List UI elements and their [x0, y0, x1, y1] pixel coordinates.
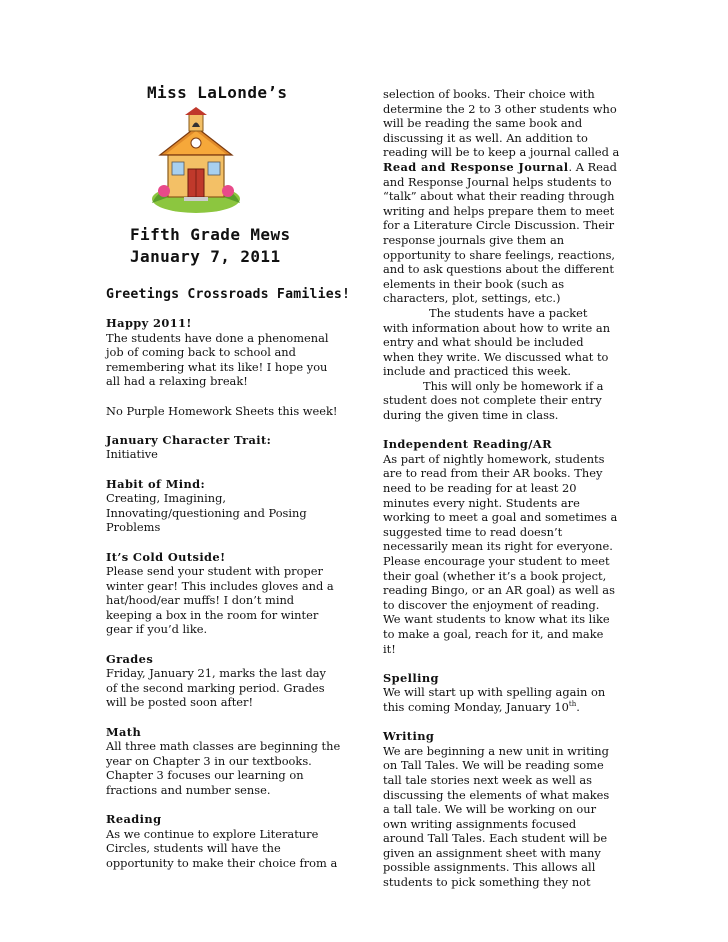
section-heading: Reading: [106, 812, 162, 827]
text-line: reading Bingo, or an AR goal) as well as: [383, 583, 615, 598]
text-line: winter gear! This includes gloves and a: [106, 578, 334, 593]
section-happy: [106, 316, 352, 389]
text-line: As we continue to explore Literature: [106, 826, 319, 841]
text-line: Chapter 3 focuses our learning on: [106, 768, 304, 783]
text-line: with information about how to write an: [383, 320, 611, 335]
text-line: opportunity to make their choice from a: [106, 855, 338, 870]
text-line: of the second marking period. Grades: [106, 680, 325, 695]
text-line: necessarily mean its right for everyone.: [383, 539, 613, 554]
homework-first: This will only be homework if a: [423, 378, 604, 393]
text-line: year on Chapter 3 in our textbooks.: [106, 753, 312, 768]
section-spelling: [383, 671, 633, 715]
text-line: As part of nightly homework, students: [383, 451, 605, 466]
text-line: keeping a box in the room for winter: [106, 607, 319, 622]
greeting-heading: Greetings Crossroads Families!: [106, 287, 351, 302]
text-line: Innovating/questioning and Posing: [106, 505, 307, 520]
text-line: on Tall Tales. We will be reading some: [383, 758, 604, 773]
text-line: their goal (whether it’s a book project,: [383, 568, 607, 583]
text-line: around Tall Tales. Each student will be: [383, 831, 608, 846]
section-habit: [106, 477, 352, 535]
text-line: hat/hood/ear muffs! I don’t mind: [106, 593, 295, 608]
homework-note: No Purple Homework Sheets this week!: [106, 403, 338, 418]
section-heading: Grades: [106, 651, 154, 666]
text-line: working to meet a goal and sometimes a: [383, 510, 618, 525]
schoolhouse-icon: [150, 107, 242, 215]
section-heading: Writing: [383, 729, 435, 744]
section-independent-reading: [383, 437, 633, 656]
text-line: and Response Journal helps students to: [383, 174, 612, 189]
text-line: all had a relaxing break!: [106, 374, 248, 389]
text-line: suggested time to read doesn’t: [383, 524, 563, 539]
text-line: Circles, students will have the: [106, 841, 281, 856]
text-line: The students have done a phenomenal: [106, 330, 329, 345]
text-line: given an assignment sheet with many: [383, 845, 601, 860]
newsletter-name: Fifth Grade Mews: [130, 225, 291, 244]
text-line: We are beginning a new unit in writing: [383, 743, 609, 758]
text-line: opportunity to share feelings, reactions,: [383, 247, 616, 262]
section-grades: [106, 652, 352, 710]
text-line: selection of books. Their choice with: [383, 87, 595, 101]
left-column: [106, 316, 352, 871]
newsletter-title: [130, 224, 291, 268]
text-line: [383, 306, 633, 321]
text-line: when they write. We discussed what to: [383, 349, 609, 364]
text-line: minutes every night. Students are: [383, 495, 580, 510]
text-line: own writing assignments focused: [383, 816, 577, 831]
text-line: to discover the enjoyment of reading.: [383, 597, 600, 612]
text-line: possible assignments. This allows all: [383, 860, 596, 875]
section-heading: Spelling: [383, 670, 439, 685]
section-cold: [106, 550, 352, 638]
text-line: discussing the elements of what makes: [383, 787, 610, 802]
newsletter-date: January 7, 2011: [130, 247, 281, 266]
period: .: [576, 699, 580, 714]
section-heading: Habit of Mind:: [106, 476, 206, 491]
text-line: elements in their book (such as: [383, 276, 565, 291]
section-trait: [106, 433, 352, 462]
journal-after: . A Read: [568, 159, 617, 174]
text-line: fractions and number sense.: [106, 783, 271, 797]
text-line: reading will be to keep a journal called a: [383, 145, 620, 160]
text-line: Friday, January 21, marks the last day: [106, 666, 326, 681]
text-line: Problems: [106, 520, 161, 535]
text-line: We will start up with spelling again on: [383, 685, 606, 700]
text-line: need to be reading for at least 20: [383, 481, 577, 496]
text-line: [383, 700, 633, 715]
text-line: characters, plot, settings, etc.): [383, 291, 561, 306]
text-line: All three math classes are beginning the: [106, 739, 341, 754]
text-line: [383, 379, 633, 394]
section-heading: January Character Trait:: [106, 432, 272, 447]
text-line: remembering what its like! I hope you: [106, 359, 328, 374]
text-line: writing and helps prepare them to meet: [383, 203, 615, 218]
text-line: entry and what should be included: [383, 335, 584, 350]
text-line: are to read from their AR books. They: [383, 466, 603, 481]
text-line: it!: [383, 641, 396, 656]
section-math: [106, 725, 352, 798]
text-line: job of coming back to school and: [106, 345, 296, 360]
text-line: determine the 2 to 3 other students who: [383, 101, 617, 116]
text-line: during the given time in class.: [383, 408, 559, 423]
text-line: discussing it as well. An addition to: [383, 130, 588, 145]
reading-continued: [383, 87, 633, 423]
text-line: include and practiced this week.: [383, 364, 571, 379]
packet-first: The students have a packet: [429, 305, 588, 320]
date-suffix: th: [568, 700, 577, 709]
spelling-date: this coming Monday, January 10: [383, 699, 569, 714]
text-line: Initiative: [106, 447, 158, 462]
text-line: and to ask questions about the different: [383, 262, 614, 277]
text-line: will be posted soon after!: [106, 695, 254, 710]
text-line: gear if you’d like.: [106, 622, 208, 637]
teacher-title: Miss LaLonde’s: [147, 83, 288, 102]
journal-term: Read and Response Journal: [383, 159, 569, 174]
text-line: Creating, Imagining,: [106, 491, 227, 506]
section-heading: Independent Reading/AR: [383, 437, 552, 452]
text-line: a tall tale. We will be working on our: [383, 802, 597, 817]
text-line: “talk” about what their reading through: [383, 189, 615, 204]
text-line: will be reading the same book and: [383, 116, 583, 131]
section-heading: It’s Cold Outside!: [106, 549, 226, 564]
section-heading: Happy 2011!: [106, 316, 192, 330]
text-line: tall tale stories next week as well as: [383, 772, 592, 787]
text-line: Please send your student with proper: [106, 564, 323, 579]
text-line: Please encourage your student to meet: [383, 554, 610, 568]
section-reading: [106, 812, 352, 870]
section-writing: [383, 729, 633, 890]
text-line: student does not complete their entry: [383, 393, 602, 408]
text-line: students to pick something they not: [383, 875, 591, 890]
text-line: for a Literature Circle Discussion. Their: [383, 218, 615, 233]
text-line: We want students to know what its like: [383, 612, 610, 627]
section-heading: Math: [106, 724, 142, 739]
text-line: response journals give them an: [383, 232, 565, 247]
right-column: [383, 87, 633, 890]
text-line: [383, 160, 633, 175]
text-line: to make a goal, reach for it, and make: [383, 626, 604, 641]
